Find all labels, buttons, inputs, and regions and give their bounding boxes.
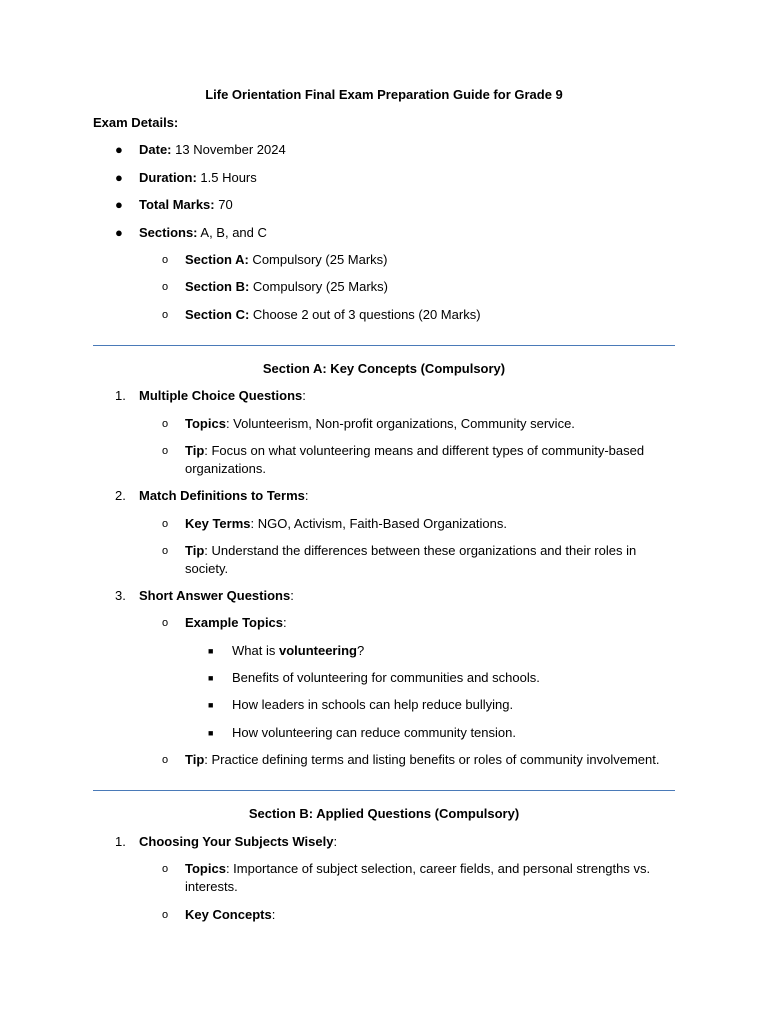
- list-item-duration: ● Duration: 1.5 Hours: [115, 170, 257, 185]
- list-number: 1.: [115, 834, 126, 849]
- exam-details-heading: Exam Details:: [93, 115, 179, 130]
- list-number: 2.: [115, 488, 126, 503]
- example-item: ■ How leaders in schools can help reduce bullying.: [208, 697, 514, 712]
- circle-bullet-icon: o: [162, 545, 169, 557]
- circle-bullet-icon: o: [162, 281, 169, 293]
- section-a-heading: Section A: Key Concepts (Compulsory): [262, 361, 506, 376]
- document-title: Life Orientation Final Exam Preparation Guide for Grade 9: [205, 87, 563, 102]
- circle-bullet-icon: o: [162, 518, 169, 530]
- example-item: ■ What is volunteering?: [208, 643, 365, 658]
- circle-bullet-icon: o: [162, 863, 169, 875]
- q3-example-topics: o Example Topics:: [162, 615, 287, 630]
- q2-tip-cont: society.: [185, 561, 229, 576]
- list-item-sections: ● Sections: A, B, and C: [115, 225, 267, 240]
- question-2: 2. Match Definitions to Terms:: [115, 488, 309, 503]
- circle-bullet-icon: o: [162, 617, 169, 629]
- section-b-q1-topics-cont: interests.: [185, 879, 238, 894]
- list-item-section-c: o Section C: Choose 2 out of 3 questions (20 Marks): [162, 307, 481, 322]
- q2-key-terms: o Key Terms: NGO, Activism, Faith-Based Organizations.: [162, 516, 507, 531]
- square-bullet-icon: ■: [208, 646, 214, 656]
- q1-topics: o Topics: Volunteerism, Non-profit organizations, Community service.: [162, 416, 575, 431]
- circle-bullet-icon: o: [162, 445, 169, 457]
- section-b-question-1: 1. Choosing Your Subjects Wisely:: [115, 834, 338, 849]
- bullet-icon: ●: [115, 197, 123, 212]
- example-item: ■ How volunteering can reduce community tension.: [208, 725, 516, 740]
- section-divider: [93, 790, 675, 791]
- list-item-section-b: o Section B: Compulsory (25 Marks): [162, 279, 388, 294]
- section-b-heading: Section B: Applied Questions (Compulsory): [248, 806, 520, 821]
- square-bullet-icon: ■: [208, 700, 214, 710]
- list-item-section-a: o Section A: Compulsory (25 Marks): [162, 252, 388, 267]
- circle-bullet-icon: o: [162, 909, 169, 921]
- section-b-q1-topics: o Topics: Importance of subject selection, career fields, and personal strengths vs.: [162, 861, 651, 876]
- q3-tip: o Tip: Practice defining terms and listing benefits or roles of community involvement.: [162, 752, 660, 767]
- q1-tip: o Tip: Focus on what volunteering means and different types of community-based: [162, 443, 645, 458]
- question-1: 1. Multiple Choice Questions:: [115, 388, 306, 403]
- list-item-total-marks: ● Total Marks: 70: [115, 197, 233, 212]
- circle-bullet-icon: o: [162, 754, 169, 766]
- section-divider: [93, 345, 675, 346]
- circle-bullet-icon: o: [162, 309, 169, 321]
- bullet-icon: ●: [115, 225, 123, 240]
- bullet-icon: ●: [115, 170, 123, 185]
- question-3: 3. Short Answer Questions:: [115, 588, 294, 603]
- circle-bullet-icon: o: [162, 254, 169, 266]
- circle-bullet-icon: o: [162, 418, 169, 430]
- square-bullet-icon: ■: [208, 673, 214, 683]
- q2-tip: o Tip: Understand the differences between these organizations and their roles in: [162, 543, 637, 558]
- list-item-date: ● Date: 13 November 2024: [115, 142, 286, 157]
- example-item: ■ Benefits of volunteering for communities and schools.: [208, 670, 540, 685]
- list-number: 3.: [115, 588, 126, 603]
- list-number: 1.: [115, 388, 126, 403]
- square-bullet-icon: ■: [208, 728, 214, 738]
- q1-tip-cont: organizations.: [185, 461, 266, 476]
- section-b-q1-key-concepts: o Key Concepts:: [162, 907, 276, 922]
- bullet-icon: ●: [115, 142, 123, 157]
